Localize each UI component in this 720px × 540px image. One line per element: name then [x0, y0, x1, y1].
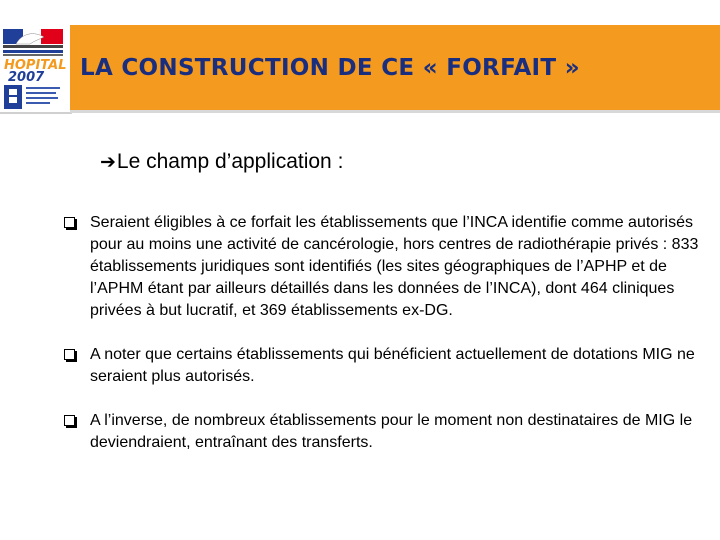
list-item — [62, 344, 712, 388]
list-item — [62, 410, 712, 454]
checkbox-bullet-icon — [64, 217, 75, 228]
checkbox-bullet-icon — [64, 349, 75, 360]
list-item-text: A noter que certains établissements qui bénéficient actuellement de dotations MIG ne seraient plus autorisés. — [90, 346, 695, 385]
bullet-list — [62, 212, 712, 476]
list-item-text: A l’inverse, de nombreux établissements pour le moment non destinataires de MIG le deviendraient, entraînant des transferts. — [90, 412, 693, 451]
svg-text:2007: 2007 — [8, 70, 45, 85]
checkbox-bullet-icon — [64, 415, 75, 426]
arrow-right-icon: ➔ — [100, 151, 116, 173]
top-strip — [70, 0, 720, 25]
list-item-text: Seraient éligibles à ce forfait les établissements que l’INCA identifie comme autorisés pour au moins une activité de cancérologie, hors centres de radiothérapie privés : 833 établissements juridiques sont identifiés (les sites géographiques de l’APHP et de l’APHM étant par ailleurs détaillés dans les données de l’INCA), dont 464 cliniques privées à but lucratif, et 369 établissements ex-DG. — [90, 214, 699, 319]
header-bar — [70, 25, 720, 110]
svg-text:HOPITAL: HOPITAL — [4, 58, 67, 73]
republique-francaise-logo — [0, 25, 72, 114]
list-item — [62, 212, 712, 322]
subtitle-text: Le champ d’application : — [116, 150, 344, 173]
logo-graphic — [0, 25, 70, 112]
section-subtitle — [100, 150, 343, 174]
page-title: LA CONSTRUCTION DE CE « FORFAIT » — [80, 55, 580, 81]
